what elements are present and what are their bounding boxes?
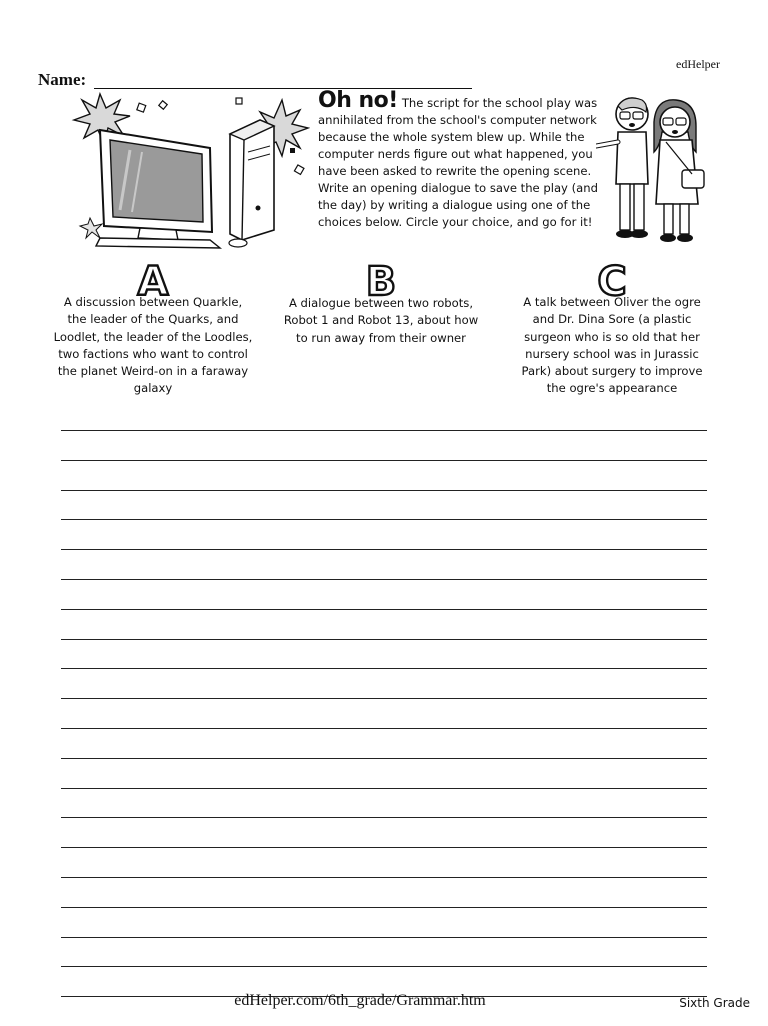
choice-a[interactable] (53, 258, 253, 398)
writing-line[interactable] (61, 788, 707, 789)
writing-line[interactable] (61, 668, 707, 669)
choice-letter-a-text: A (137, 259, 169, 300)
name-label: Name: (38, 70, 87, 89)
name-field-row (38, 68, 478, 92)
intro-paragraph (318, 88, 608, 231)
choice-b[interactable] (281, 258, 481, 347)
writing-line[interactable] (61, 519, 707, 520)
students-pointing-icon (596, 92, 716, 252)
writing-line[interactable] (61, 877, 707, 878)
writing-line[interactable] (61, 937, 707, 938)
footer-url: edHelper.com/6th_grade/Grammar.htm (234, 992, 486, 1009)
writing-line[interactable] (61, 549, 707, 550)
footer-grade: Sixth Grade (679, 996, 750, 1010)
writing-line[interactable] (61, 639, 707, 640)
writing-line[interactable] (61, 758, 707, 759)
writing-line[interactable] (61, 966, 707, 967)
writing-line[interactable] (61, 609, 707, 610)
writing-line[interactable] (61, 579, 707, 580)
writing-line[interactable] (61, 817, 707, 818)
choice-letter-c-text: C (597, 259, 627, 300)
writing-line[interactable] (61, 728, 707, 729)
writing-line[interactable] (61, 847, 707, 848)
intro-heading: Oh no! (318, 88, 398, 113)
choice-letter-b-text: B (365, 259, 397, 300)
writing-area[interactable] (61, 430, 707, 1026)
writing-line[interactable] (61, 460, 707, 461)
intro-body: The script for the school play was annihilated from the school's computer network because the whole system blew up. While the computer nerds figure out what happened, you have been asked to rewrite the opening scene. Write an opening dialogue to save the play (and the day) by writing a dialogue using one of the choices below. Circle your choice, and go for it! (318, 96, 598, 229)
writing-line[interactable] (61, 907, 707, 908)
exploding-computer-icon (60, 90, 310, 250)
writing-line[interactable] (61, 698, 707, 699)
brand-label: edHelper (676, 57, 720, 71)
choice-a-text: A discussion between Quarkle, the leader of the Quarks, and Loodlet, the leader of the Loodles, two factions who want to control the planet Weird-on in a faraway galaxy (53, 295, 253, 396)
choice-b-text: A dialogue between two robots, Robot 1 and Robot 13, about how to run away from their owner (283, 296, 479, 345)
choice-letter-b (358, 258, 404, 300)
writing-line[interactable] (61, 490, 707, 491)
name-write-line[interactable] (94, 87, 472, 89)
choice-c[interactable] (512, 258, 712, 398)
choice-c-text: A talk between Oliver the ogre and Dr. Dina Sore (a plastic surgeon who is so old that her nursery school was in Jurassic Park) about surgery to improve the ogre's appearance (521, 295, 703, 396)
writing-line[interactable] (61, 430, 707, 431)
